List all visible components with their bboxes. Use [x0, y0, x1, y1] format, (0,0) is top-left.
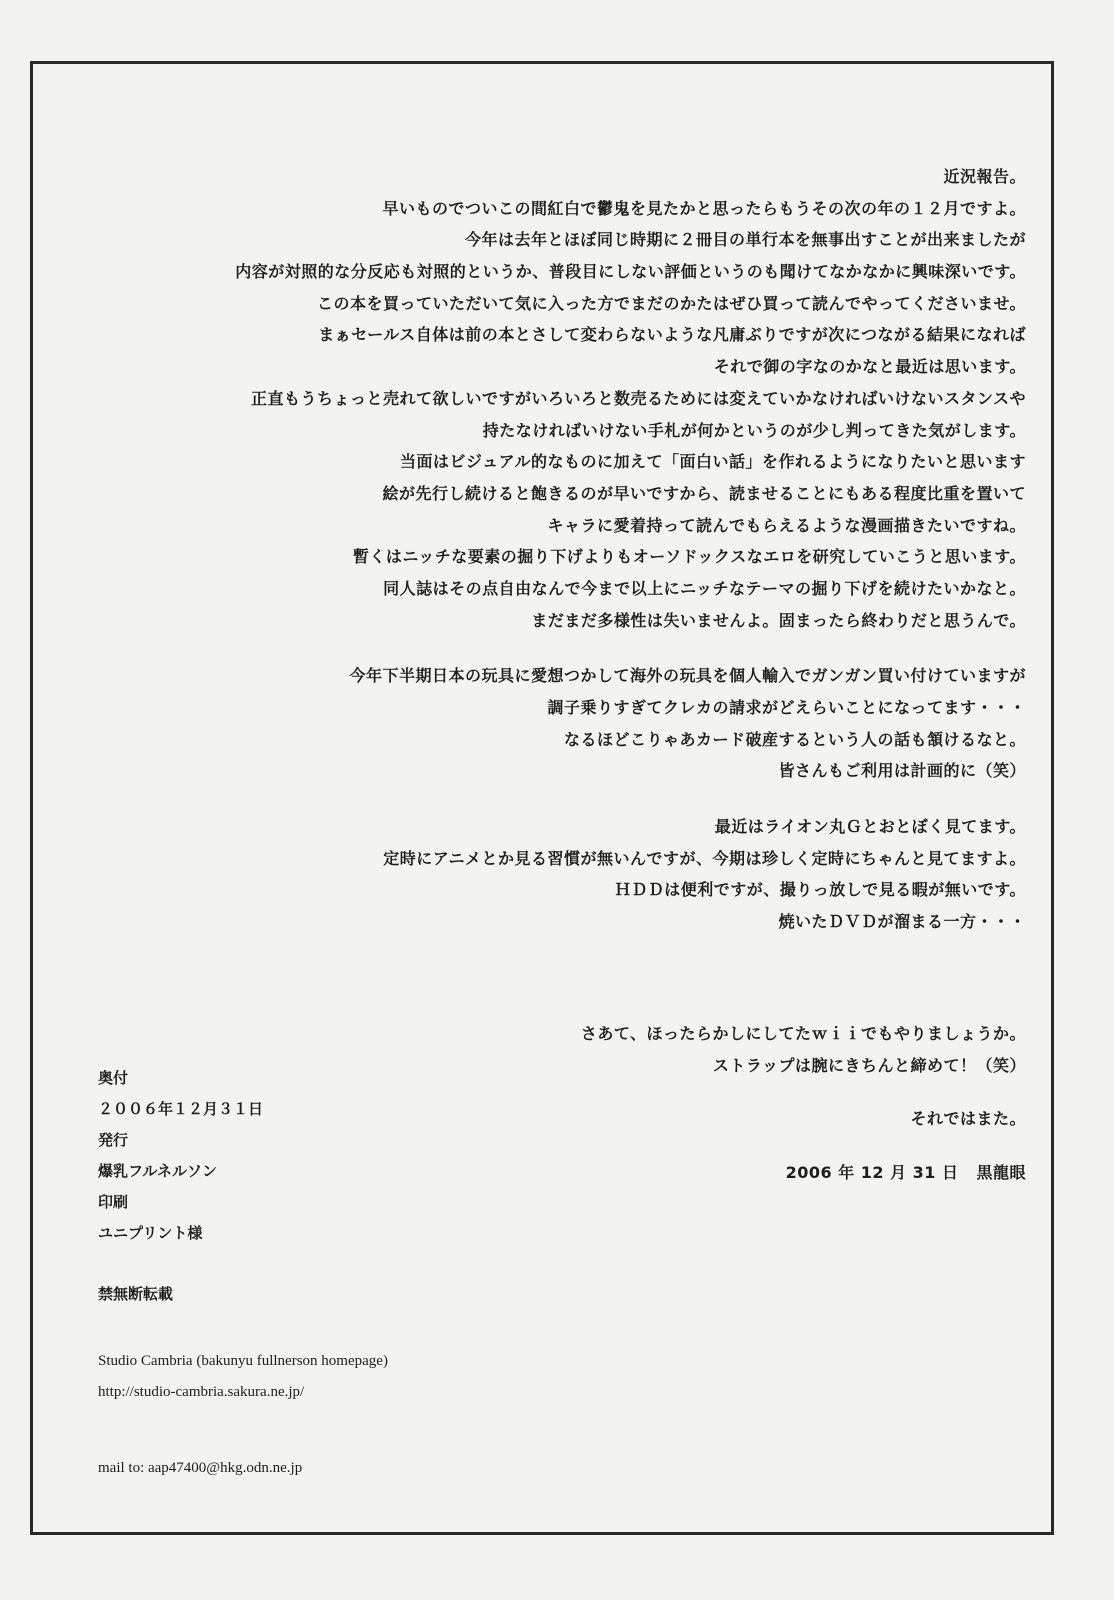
text-line: 同人誌はその点自由なんで今まで以上にニッチなテーマの掘り下げを続けたいかなと。 [383, 578, 1026, 598]
text-line: なるほどこりゃあカード破産するという人の話も頷けるなと。 [563, 729, 1026, 749]
signature-date: 2006 年 12 月 31 日 [785, 1162, 959, 1182]
text-line: ストラップは腕にきちんと締めて！（笑） [712, 1055, 1026, 1075]
text-line: 皆さんもご利用は計画的に（笑） [778, 761, 1026, 781]
text-line: ＨＤＤは便利ですが、撮りっ放しで見る暇が無いです。 [614, 880, 1026, 900]
closing-line: それではまた。 [910, 1109, 1026, 1129]
text-line: 絵が先行し続けると飽きるのが早いですから、読ませることにもある程度比重を置いて [382, 483, 1026, 503]
text-line: 焼いたＤＶＤが溜まる一方・・・ [778, 912, 1026, 932]
colophon-heading: 奥付 [98, 1069, 129, 1087]
text-line: この本を買っていただいて気に入った方でまだのかたはぜひ買って読んでやってくださいませ。 [316, 293, 1026, 313]
report-title: 近況報告。 [943, 167, 1026, 186]
text-line: 定時にアニメとか見る習慣が無いんですが、今期は珍しく定時にちゃんと見てますよ。 [383, 848, 1026, 868]
text-line: 暫くはニッチな要素の掘り下げよりもオーソドックスなエロを研究していこうと思います。 [352, 547, 1026, 567]
text-line: 早いものでついこの間紅白で鬱鬼を見たかと思ったらもうその次の年の１２月ですよ。 [382, 198, 1026, 218]
text-line: キャラに愛着持って読んでもらえるような漫画描きたいですね。 [547, 515, 1026, 535]
text-line: 内容が対照的な分反応も対照的というか、普段目にしない評価というのも聞けてなかなかに興味深いです。 [235, 262, 1026, 282]
mail-address: mail to: aap47400@hkg.odn.ne.jp [98, 1460, 303, 1476]
text-line: 正直もうちょっと売れて欲しいですがいろいろと数売るためには変えていかなければいけないスタンスや [250, 388, 1026, 408]
colophon-date: ２００６年１２月３１日 [98, 1100, 264, 1118]
text-line: 持たなければいけない手札が何かというのが少し判ってきた気がします。 [482, 420, 1026, 440]
printer-name: ユニプリント様 [98, 1224, 203, 1242]
text-line: 調子乗りすぎてクレカの請求がどえらいことになってます・・・ [547, 698, 1026, 717]
site-name: Studio Cambria (bakunyu fullnerson homepage) [98, 1353, 388, 1369]
text-line: 当面はビジュアル的なものに加えて「面白い話」を作れるようになりたいと思います [399, 452, 1026, 472]
site-url: http://studio-cambria.sakura.ne.jp/ [98, 1384, 305, 1400]
text-line: まぁセールス自体は前の本とさして変わらないような凡庸ぶりですが次につながる結果になれば [318, 325, 1026, 345]
signature-name: 黒龍眼 [976, 1162, 1026, 1182]
colophon [98, 1063, 388, 1484]
text-line: さあて、ほったらかしにしてたｗｉｉでもやりましょうか。 [580, 1023, 1026, 1043]
text-line: それで御の字なのかなと最近は思います。 [713, 357, 1026, 377]
report-body [126, 161, 1026, 1189]
reprint-notice: 禁無断転載 [98, 1285, 174, 1303]
publisher-name: 爆乳フルネルソン [98, 1162, 217, 1180]
text-line: まだまだ多様性は失いませんよ。固まったら終わりだと思うんで。 [531, 610, 1026, 630]
text-line: 今年は去年とほぼ同じ時期に２冊目の単行本を無事出すことが出来ましたが [464, 230, 1026, 250]
text-line: 最近はライオン丸Ｇとおとぼく見てます。 [714, 817, 1026, 837]
printer-label: 印刷 [98, 1193, 129, 1211]
text-line: 今年下半期日本の玩具に愛想つかして海外の玩具を個人輸入でガンガン買い付けていますが [349, 666, 1026, 686]
publisher-label: 発行 [98, 1131, 129, 1149]
